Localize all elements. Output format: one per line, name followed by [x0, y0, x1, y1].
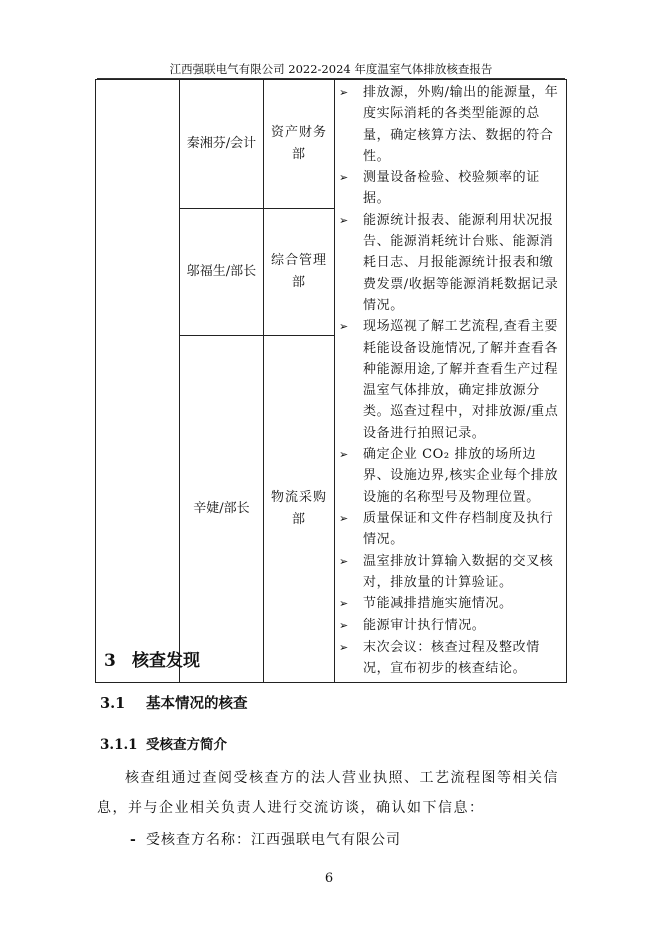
audit-item-text: 质量保证和文件存档制度及执行情况。 [363, 510, 554, 548]
audit-item-text: 末次会议：核查过程及整改情况，宣布初步的核查结论。 [363, 640, 540, 677]
section-title: 核查发现 [132, 651, 200, 671]
audit-item [339, 615, 560, 637]
body-paragraph: 核查组通过查阅受核查方的法人营业执照、工艺流程图等相关信息，并与企业相关负责人进行交流访谈，确认如下信息： [97, 770, 559, 816]
audit-item-text: 确定企业 CO₂ 排放的场所边界、设施边界,核实企业每个排放设施的名称型号及物理位置。 [363, 447, 559, 505]
section-number: 3 [104, 651, 116, 671]
section-heading-3-1-1 [100, 735, 227, 755]
arrow-checkmark-icon: ➢ [339, 597, 349, 611]
arrow-checkmark-icon: ➢ [339, 171, 349, 185]
audit-items-cell [335, 80, 567, 683]
audit-item-text: 能源审计执行情况。 [363, 618, 486, 634]
audit-item [339, 210, 560, 316]
audit-item [339, 508, 560, 551]
staff-name-cell: 秦湘芬/会计 [180, 80, 264, 209]
staff-name-cell: 辛婕/部长 [180, 336, 264, 683]
page-header: 江西强联电气有限公司 2022-2024 年度温室气体排放核查报告 [169, 62, 493, 76]
audit-item-text: 温室排放计算输入数据的交叉核对，排放量的计算验证。 [363, 553, 554, 590]
page-number: 6 [324, 871, 334, 886]
bullet-item [130, 829, 401, 851]
audit-item [339, 637, 560, 680]
audit-item-text: 测量设备检验、校验频率的证据。 [363, 170, 540, 207]
audit-items-list [339, 82, 560, 680]
department-cell: 综合管理部 [264, 209, 335, 336]
section-number: 3.1 [100, 695, 126, 712]
arrow-checkmark-icon: ➢ [339, 86, 349, 99]
audit-item [339, 551, 560, 594]
audit-item [339, 167, 560, 210]
section-heading-3 [104, 650, 200, 672]
audit-staff-table [95, 79, 567, 683]
arrow-checkmark-icon: ➢ [339, 641, 349, 655]
arrow-checkmark-icon: ➢ [339, 511, 349, 525]
blank-cell [96, 80, 180, 683]
audit-item-text: 节能减排措施实施情况。 [363, 596, 513, 612]
dash-icon: - [130, 832, 137, 848]
arrow-checkmark-icon: ➢ [339, 213, 349, 227]
arrow-checkmark-icon: ➢ [339, 554, 349, 568]
audit-item [339, 593, 560, 615]
bullet-text: 受核查方名称：江西强联电气有限公司 [146, 832, 401, 848]
section-title: 受核查方简介 [146, 737, 227, 753]
section-heading-3-1 [100, 694, 248, 714]
audit-item-text: 能源统计报表、能源利用状况报告、能源消耗统计台账、能源消耗日志、月报能源统计报表和缴费发票/收据等能源消耗数据记录情况。 [363, 212, 559, 313]
section-title: 基本情况的核查 [146, 695, 248, 712]
audit-item [339, 444, 560, 508]
department-cell: 物流采购部 [264, 336, 335, 683]
audit-item [339, 316, 560, 444]
table-row [96, 80, 567, 209]
arrow-checkmark-icon: ➢ [339, 448, 349, 462]
department-cell: 资产财务部 [264, 80, 335, 209]
audit-item-text: 排放源，外购/输出的能源量，年度实际消耗的各类型能源的总量，确定核算方法、数据的符合性。 [363, 85, 559, 164]
arrow-checkmark-icon: ➢ [339, 320, 349, 334]
section-number: 3.1.1 [100, 737, 138, 753]
arrow-checkmark-icon: ➢ [339, 619, 349, 633]
staff-name-cell: 邬福生/部长 [180, 209, 264, 336]
audit-item [339, 82, 560, 167]
audit-item-text: 现场巡视了解工艺流程,查看主要耗能设备设施情况,了解并查看各种能源用途,了解并查看生产过程温室气体排放，确定排放源分类。巡查过程中，对排放源/重点设备进行拍照记录。 [363, 319, 559, 441]
